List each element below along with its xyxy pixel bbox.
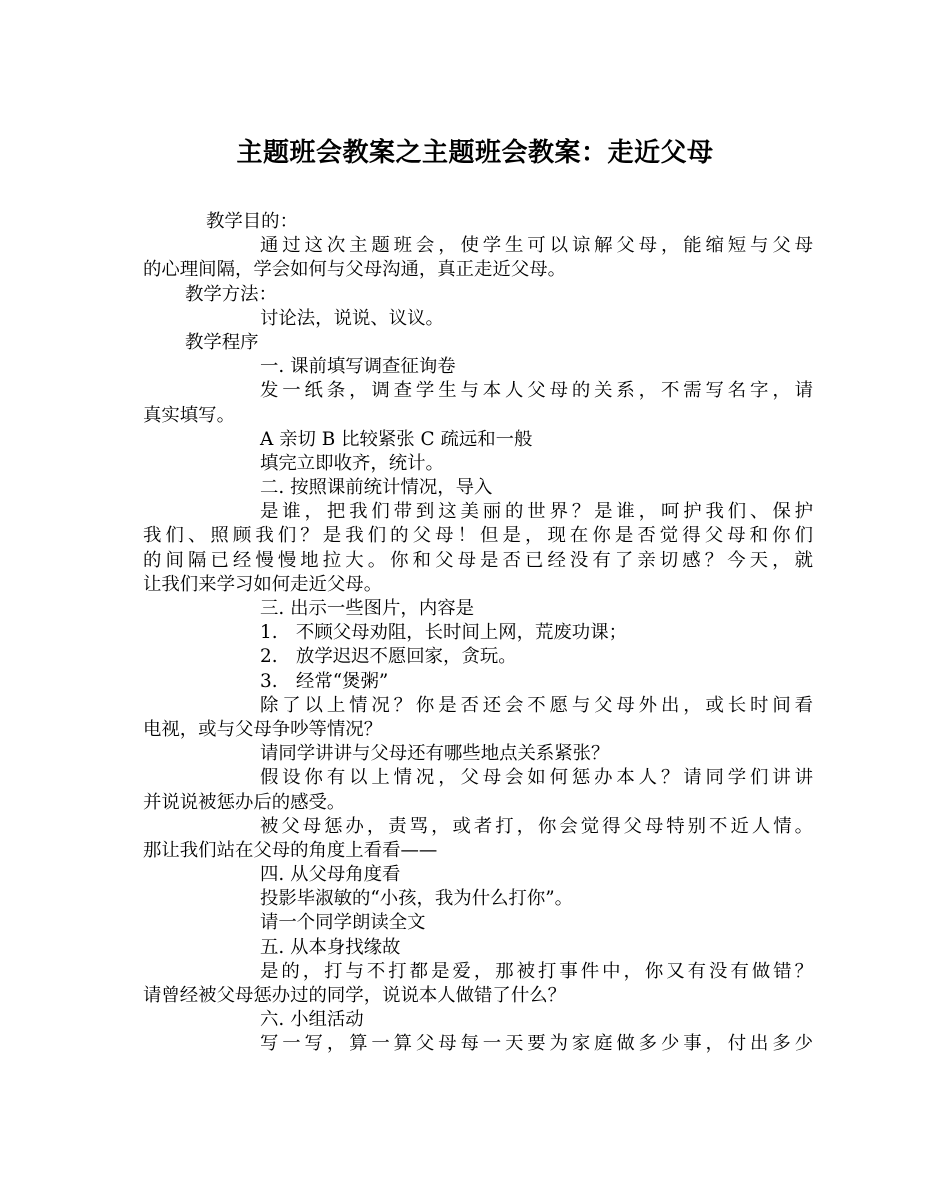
document-body <box>143 210 813 1057</box>
paragraph-line: 是的，打与不打都是爱，那被打事件中，你又有没有做错？ <box>260 960 813 982</box>
step-heading: 五. 从本身找缘故 <box>260 936 401 958</box>
paragraph-line: 投影毕淑敏的“小孩，我为什么打你”。 <box>260 888 574 910</box>
paragraph-line: 的间隔已经慢慢地拉大。你和父母是否已经没有了亲切感？今天，就 <box>143 549 813 571</box>
paragraph-line: 写一写，算一算父母每一天要为家庭做多少事，付出多少 <box>260 1033 813 1055</box>
paragraph-line: 通过这次主题班会，使学生可以谅解父母，能缩短与父母 <box>260 235 813 257</box>
paragraph-line: 并说说被惩办后的感受。 <box>143 791 346 813</box>
section-heading-objective: 教学目的： <box>206 211 298 232</box>
paragraph-line: 电视，或与父母争吵等情况？ <box>143 718 383 740</box>
paragraph-line: 是谁，把我们带到这美丽的世界？是谁，呵护我们、保护 <box>260 501 813 523</box>
step-heading: 一. 课前填写调查征询卷 <box>260 356 456 378</box>
paragraph-line: 让我们来学习如何走近父母。 <box>143 573 383 595</box>
paragraph-line: 填完立即收齐，统计。 <box>260 452 444 474</box>
step-heading: 六. 小组活动 <box>260 1009 364 1031</box>
paragraph-line: A 亲切 B 比较紧张 C 疏远和一般 <box>260 428 533 450</box>
paragraph-line: 请同学讲讲与父母还有哪些地点关系紧张？ <box>260 743 610 765</box>
list-item: 1. 不顾父母劝阻，长时间上网，荒废功课； <box>260 622 627 644</box>
paragraph-line: 除了以上情况？你是否还会不愿与父母外出，或长时间看 <box>260 694 813 716</box>
section-heading-method: 教学方法： <box>185 283 277 305</box>
paragraph-line: 的心理间隔，学会如何与父母沟通，真正走近父母。 <box>143 259 566 281</box>
paragraph-line: 被父母惩办，责骂，或者打，你会觉得父母特别不近人情。 <box>260 815 813 837</box>
paragraph-line: 请一个同学朗读全文 <box>260 912 426 934</box>
step-heading: 二. 按照课前统计情况，导入 <box>260 477 493 499</box>
paragraph-line: 讨论法，说说、议议。 <box>260 307 444 329</box>
list-item: 2. 放学迟迟不愿回家，贪玩。 <box>260 646 517 668</box>
paragraph-line: 请曾经被父母惩办过的同学，说说本人做错了什么？ <box>143 985 566 1006</box>
paragraph-line: 我们、照顾我们？是我们的父母！但是，现在你是否觉得父母和你们 <box>143 525 813 547</box>
step-heading: 三. 出示一些图片，内容是 <box>260 598 474 619</box>
paragraph-line: 假设你有以上情况，父母会如何惩办本人？请同学们讲讲 <box>260 767 813 789</box>
step-heading: 四. 从父母角度看 <box>260 864 401 886</box>
document-title: 主题班会教案之主题班会教案：走近父母 <box>236 138 714 168</box>
paragraph-line: 真实填写。 <box>143 404 235 426</box>
list-item: 3. 经常“煲粥” <box>260 670 389 692</box>
paragraph-line: 那让我们站在父母的角度上看看—— <box>143 839 438 861</box>
section-heading-procedure: 教学程序 <box>185 331 259 353</box>
paragraph-line: 发一纸条，调查学生与本人父母的关系，不需写名字，请 <box>260 380 813 402</box>
